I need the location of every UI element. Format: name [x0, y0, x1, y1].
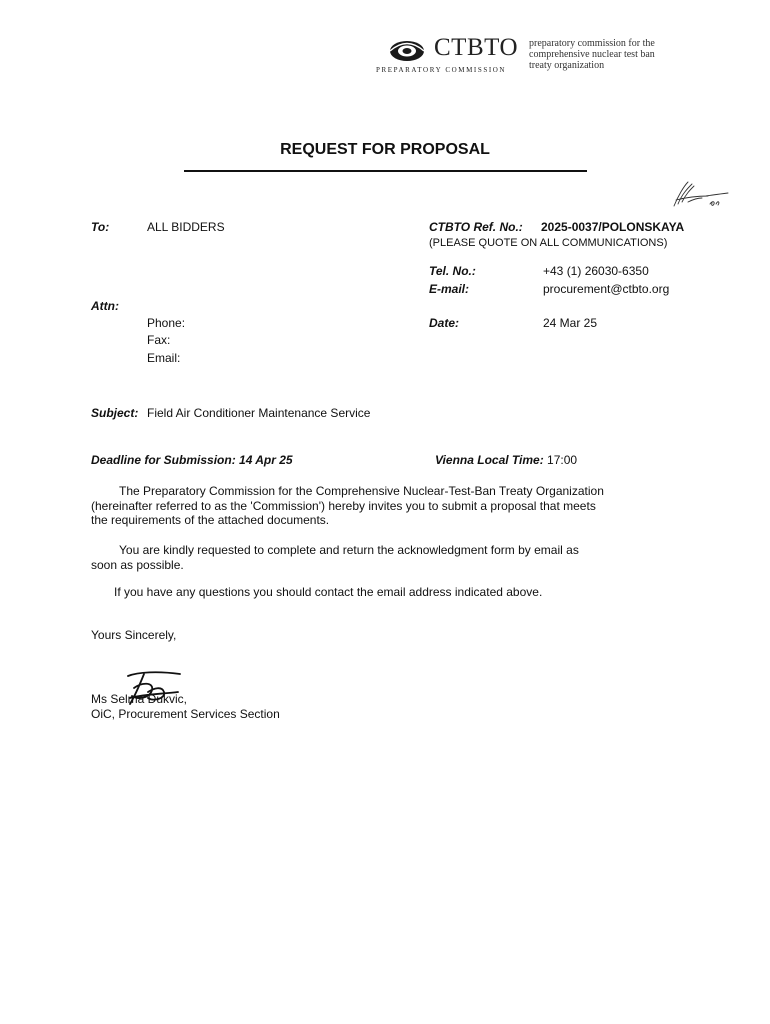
local-time-label: Vienna Local Time:	[435, 453, 544, 467]
document-title: REQUEST FOR PROPOSAL	[280, 141, 490, 158]
attn-label: Attn:	[91, 299, 119, 313]
attn-phone-label: Phone:	[147, 316, 186, 330]
attn-email-label: Email:	[147, 351, 181, 365]
local-time-value: 17:00	[547, 453, 578, 467]
body-line: the requirements of the attached documents.	[91, 513, 330, 527]
ref-note: (PLEASE QUOTE ON ALL COMMUNICATIONS)	[429, 237, 668, 249]
logo-subtitle: PREPARATORY COMMISSION	[376, 66, 507, 74]
logo-tagline-line: treaty organization	[529, 60, 605, 71]
salutation: Yours Sincerely,	[91, 628, 177, 642]
tel-value: +43 (1) 26030-6350	[543, 264, 649, 278]
to-value: ALL BIDDERS	[147, 220, 225, 234]
email-value: procurement@ctbto.org	[543, 282, 670, 296]
body-line: The Preparatory Commission for the Comprehensive Nuclear-Test-Ban Treaty Organization	[119, 484, 604, 498]
attn-fax-label: Fax:	[147, 333, 171, 347]
ref-label: CTBTO Ref. No.:	[429, 220, 523, 234]
body-line: (hereinafter referred to as the 'Commission') hereby invites you to submit a proposal that meets	[91, 498, 596, 513]
ctbto-logo-icon	[388, 38, 426, 64]
email-label: E-mail:	[429, 282, 470, 296]
tel-label: Tel. No.:	[429, 264, 476, 278]
body-line: soon as possible.	[91, 557, 184, 572]
local-time	[435, 453, 577, 467]
date-value: 24 Mar 25	[543, 316, 598, 330]
to-label: To:	[91, 220, 110, 234]
deadline-label: Deadline for Submission: 14 Apr 25	[91, 453, 293, 467]
date-label: Date:	[429, 316, 460, 330]
title-underline	[184, 170, 587, 172]
logo-tagline-line: comprehensive nuclear test ban	[529, 49, 655, 60]
subject-value: Field Air Conditioner Maintenance Service	[147, 406, 371, 420]
subject-label: Subject:	[91, 406, 139, 420]
signatory-position: OiC, Procurement Services Section	[91, 707, 280, 721]
body-paragraph-3: If you have any questions you should contact the email address indicated above.	[114, 585, 543, 599]
body-paragraph-1	[91, 484, 651, 528]
logo-tagline-line: preparatory commission for the	[529, 38, 655, 49]
body-line: You are kindly requested to complete and return the acknowledgment form by email as	[119, 543, 579, 557]
logo-tagline	[529, 38, 699, 71]
body-paragraph-2	[91, 543, 651, 572]
ref-value: 2025-0037/POLONSKAYA	[541, 220, 685, 234]
signatory-name: Ms Selma Dukvic,	[91, 692, 188, 706]
logo-wordmark: CTBTO	[434, 34, 518, 61]
handwritten-initials	[668, 178, 730, 212]
